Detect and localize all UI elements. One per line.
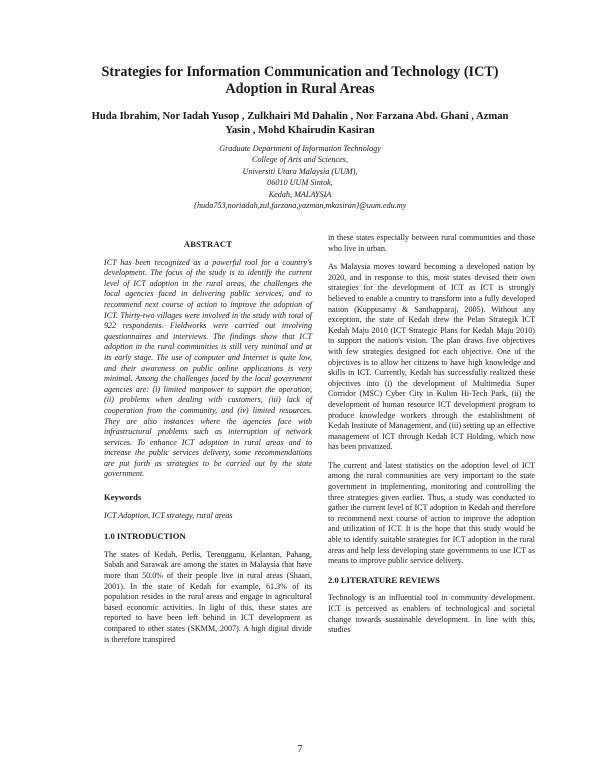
abstract-text: ICT has been recognized as a powerful tool for a country's development. The focus of the study is to identify the current level of ICT adoption in the rural areas, the challenges the local agencies faced in delivering public services, and to recommend next course of action to improve the adoption of ICT. Thirty-two villages were involved in the study with total of 922 respondents. Fieldworks were carried out involving questionnaires and interviews. The findings show that ICT adoption in the rural communities is still very minimal and at its early stage. The use of computer and Internet is quite low, and their awareness on public online applications is very minimal. Among the challenges faced by the local government agencies are: (i) limited manpower to support the operation, (ii) problems when dealing with customers, (iii) lack of cooperation from the community, and (iv) limited resources. They are also instances where the agencies face with infrastructural problems such as interruption of network services. To enhance ICT adoption in rural areas and to increase the public services delivery, some recommendations are put forth as strategies to be carried out by the state government. bbox=[104, 257, 312, 479]
keywords-text: ICT Adoption, ICT strategy, rural areas bbox=[104, 510, 233, 520]
affiliation-line: Kedah, MALAYSIA bbox=[268, 189, 332, 199]
literature-heading: 2.0 LITERATURE REVIEWS bbox=[328, 574, 440, 585]
affiliation-line: Universiti Utara Malaysia (UUM), bbox=[242, 166, 358, 176]
author-list: Huda Ibrahim, Nor Iadah Yusop , Zulkhairi Md Dahalin , Nor Farzana Abd. Ghani , Azman Yasin , Mohd Khairudin Kasiran bbox=[91, 111, 509, 136]
affiliation-block bbox=[130, 143, 470, 211]
introduction-paragraph: The states of Kedah, Perlis, Terengganu, Kelantan, Pahang, Sabah and Sarawak are among the states in Malaysia that have more than 50.0% of their people live in rural areas (Shaari, 2001). In the state of Kedah for example, 61.3% of its population resides in the rural areas and engage in agricultural based economic activities. In light of this, these states are reported to have been left behind in ICT development as compared to other states (SKMM, 2007). A high digital divide is therefore transpired bbox=[104, 549, 312, 644]
abstract-heading: ABSTRACT bbox=[183, 239, 233, 249]
paper-title: Strategies for Information Communication and Technology (ICT) Adoption in Rural Areas bbox=[101, 64, 499, 97]
body-paragraph: The current and latest statistics on the adoption level of ICT among the rural communities are very important to the state government in implementing, monitoring and controlling the three strategies given earlier. Thus, a study was conducted to gather the current level of ICT adoption in Kedah and therefore to recommend next course of action to improve the adoption and utilization of ICT. It is the hope that this study would be able to identify suitable strategies for ICT adoption in the rural areas and help less developing state governments to use ICT as means to improve public service delivery. bbox=[328, 460, 535, 566]
keywords-heading: Keywords bbox=[104, 492, 142, 503]
author-emails: {huda753,noriadah,zul,farzana,yazman,mkasiran}@uum.edu.my bbox=[193, 201, 407, 211]
page-number: 7 bbox=[297, 744, 303, 755]
introduction-heading: 1.0 INTRODUCTION bbox=[104, 531, 186, 542]
body-paragraph: As Malaysia moves toward becoming a developed nation by 2020, and in response to this, most states devised their own strategies for the development of ICT as ICT is strongly believed to enable a country to transform into a fully developed nation (Kuppusamy & Santhapparaj, 2005). Without any exception, the state of Kedah drew the Pelan Strategik ICT Kedah Maju 2010 (ICT Strategic Plans for Kedah Maju 2010) to support the nation's vision. The plan draws five objectives with few strategies designed for each objective. One of the objectives is to allow her citizens to have high knowledge and skills in ICT. Currently, Kedah has successfully realized these objectives into (i) the development of Multimedia Super Corridor (MSC) Cyber City in Kulim Hi-Tech Park, (ii) the development of human resource ICT development program to produce knowledge workers through the establishment of Kedah Institute of Management, and (iii) setting up an effective management of ICT through Kedah ICT Holding, which now has been privatized. bbox=[328, 262, 535, 452]
right-column bbox=[328, 233, 535, 644]
affiliation-line: College of Arts and Sciences, bbox=[251, 155, 349, 165]
left-column bbox=[104, 239, 312, 653]
affiliation-line: 06010 UUM Sintok, bbox=[267, 178, 333, 188]
literature-paragraph: Technology is an influential tool in community development. ICT is perceived as enablers of technological and societal change towards sustainable development. In line with this, studies bbox=[328, 593, 535, 635]
affiliation-line: Graduate Department of Information Technology bbox=[219, 144, 381, 153]
introduction-continued: in these states especially between rural communities and those who live in urban. bbox=[328, 233, 535, 253]
